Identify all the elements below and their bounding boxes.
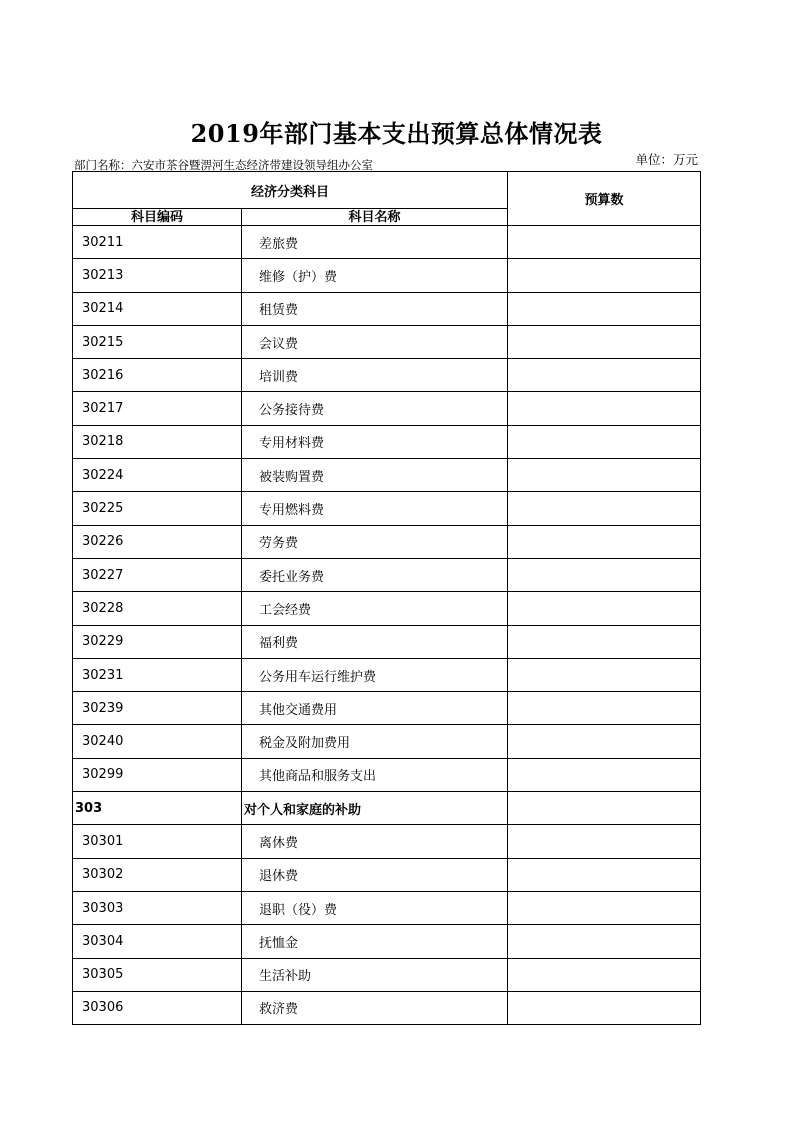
unit-label: 单位：万元 [635, 152, 698, 167]
table-row [73, 958, 701, 991]
table-row [73, 558, 701, 591]
budget-cell [508, 359, 701, 392]
table-row [73, 758, 701, 791]
name-cell: 退职（役）费 [242, 891, 508, 924]
budget-cell [508, 725, 701, 758]
code-cell: 30231 [73, 658, 242, 691]
budget-cell [508, 658, 701, 691]
table-row [73, 259, 701, 292]
table-row [73, 891, 701, 924]
budget-cell [508, 292, 701, 325]
code-cell: 30299 [73, 758, 242, 791]
code-cell: 30301 [73, 825, 242, 858]
name-cell: 生活补助 [242, 958, 508, 991]
table-row [73, 825, 701, 858]
table-row [73, 325, 701, 358]
code-cell: 30228 [73, 592, 242, 625]
code-cell: 30302 [73, 858, 242, 891]
name-cell: 抚恤金 [242, 925, 508, 958]
code-cell: 30211 [73, 226, 242, 259]
budget-cell [508, 958, 701, 991]
table-row [73, 725, 701, 758]
budget-cell [508, 792, 701, 825]
name-cell: 对个人和家庭的补助 [242, 792, 508, 825]
budget-cell [508, 625, 701, 658]
budget-cell [508, 891, 701, 924]
budget-cell [508, 259, 701, 292]
code-cell: 30227 [73, 558, 242, 591]
name-cell: 离休费 [242, 825, 508, 858]
name-cell: 租赁费 [242, 292, 508, 325]
header-economic-category: 经济分类科目 [73, 172, 508, 209]
budget-cell [508, 858, 701, 891]
table-row [73, 226, 701, 259]
name-cell: 会议费 [242, 325, 508, 358]
budget-cell [508, 991, 701, 1024]
code-cell: 30304 [73, 925, 242, 958]
header-name: 科目名称 [242, 209, 508, 226]
code-cell: 30240 [73, 725, 242, 758]
budget-cell [508, 558, 701, 591]
name-cell: 维修（护）费 [242, 259, 508, 292]
code-cell: 30225 [73, 492, 242, 525]
table-row [73, 625, 701, 658]
code-cell: 30215 [73, 325, 242, 358]
code-cell: 303 [73, 792, 242, 825]
page-title: 2019年部门基本支出预算总体情况表 [190, 119, 603, 148]
code-cell: 30214 [73, 292, 242, 325]
table-row [73, 592, 701, 625]
name-cell: 公务接待费 [242, 392, 508, 425]
name-cell: 其他交通费用 [242, 692, 508, 725]
table-row [73, 858, 701, 891]
name-cell: 劳务费 [242, 525, 508, 558]
table-row [73, 392, 701, 425]
table-row [73, 525, 701, 558]
budget-cell [508, 758, 701, 791]
budget-cell [508, 592, 701, 625]
department-name: 部门名称：六安市茶谷暨淠河生态经济带建设领导组办公室 [74, 158, 373, 172]
name-cell: 委托业务费 [242, 558, 508, 591]
name-cell: 工会经费 [242, 592, 508, 625]
code-cell: 30305 [73, 958, 242, 991]
budget-cell [508, 825, 701, 858]
budget-cell [508, 325, 701, 358]
header-budget: 预算数 [508, 172, 701, 226]
table-row [73, 492, 701, 525]
table-row [73, 658, 701, 691]
table-row [73, 359, 701, 392]
code-cell: 30239 [73, 692, 242, 725]
name-cell: 其他商品和服务支出 [242, 758, 508, 791]
name-cell: 专用燃料费 [242, 492, 508, 525]
table-row [73, 991, 701, 1024]
budget-cell [508, 925, 701, 958]
budget-cell [508, 226, 701, 259]
code-cell: 30306 [73, 991, 242, 1024]
code-cell: 30229 [73, 625, 242, 658]
table-row [73, 425, 701, 458]
name-cell: 税金及附加费用 [242, 725, 508, 758]
name-cell: 培训费 [242, 359, 508, 392]
table-row [73, 459, 701, 492]
code-cell: 30303 [73, 891, 242, 924]
budget-cell [508, 525, 701, 558]
table-row [73, 292, 701, 325]
name-cell: 福利费 [242, 625, 508, 658]
name-cell: 差旅费 [242, 226, 508, 259]
code-cell: 30216 [73, 359, 242, 392]
budget-cell [508, 459, 701, 492]
code-cell: 30217 [73, 392, 242, 425]
name-cell: 公务用车运行维护费 [242, 658, 508, 691]
table-row [73, 692, 701, 725]
budget-table [72, 171, 701, 1025]
name-cell: 救济费 [242, 991, 508, 1024]
name-cell: 退休费 [242, 858, 508, 891]
name-cell: 专用材料费 [242, 425, 508, 458]
table-body [73, 226, 701, 1025]
budget-cell [508, 692, 701, 725]
code-cell: 30213 [73, 259, 242, 292]
code-cell: 30218 [73, 425, 242, 458]
header-code: 科目编码 [73, 209, 242, 226]
name-cell: 被装购置费 [242, 459, 508, 492]
code-cell: 30226 [73, 525, 242, 558]
budget-cell [508, 392, 701, 425]
table-row [73, 792, 701, 825]
budget-cell [508, 425, 701, 458]
table-row [73, 925, 701, 958]
code-cell: 30224 [73, 459, 242, 492]
budget-cell [508, 492, 701, 525]
